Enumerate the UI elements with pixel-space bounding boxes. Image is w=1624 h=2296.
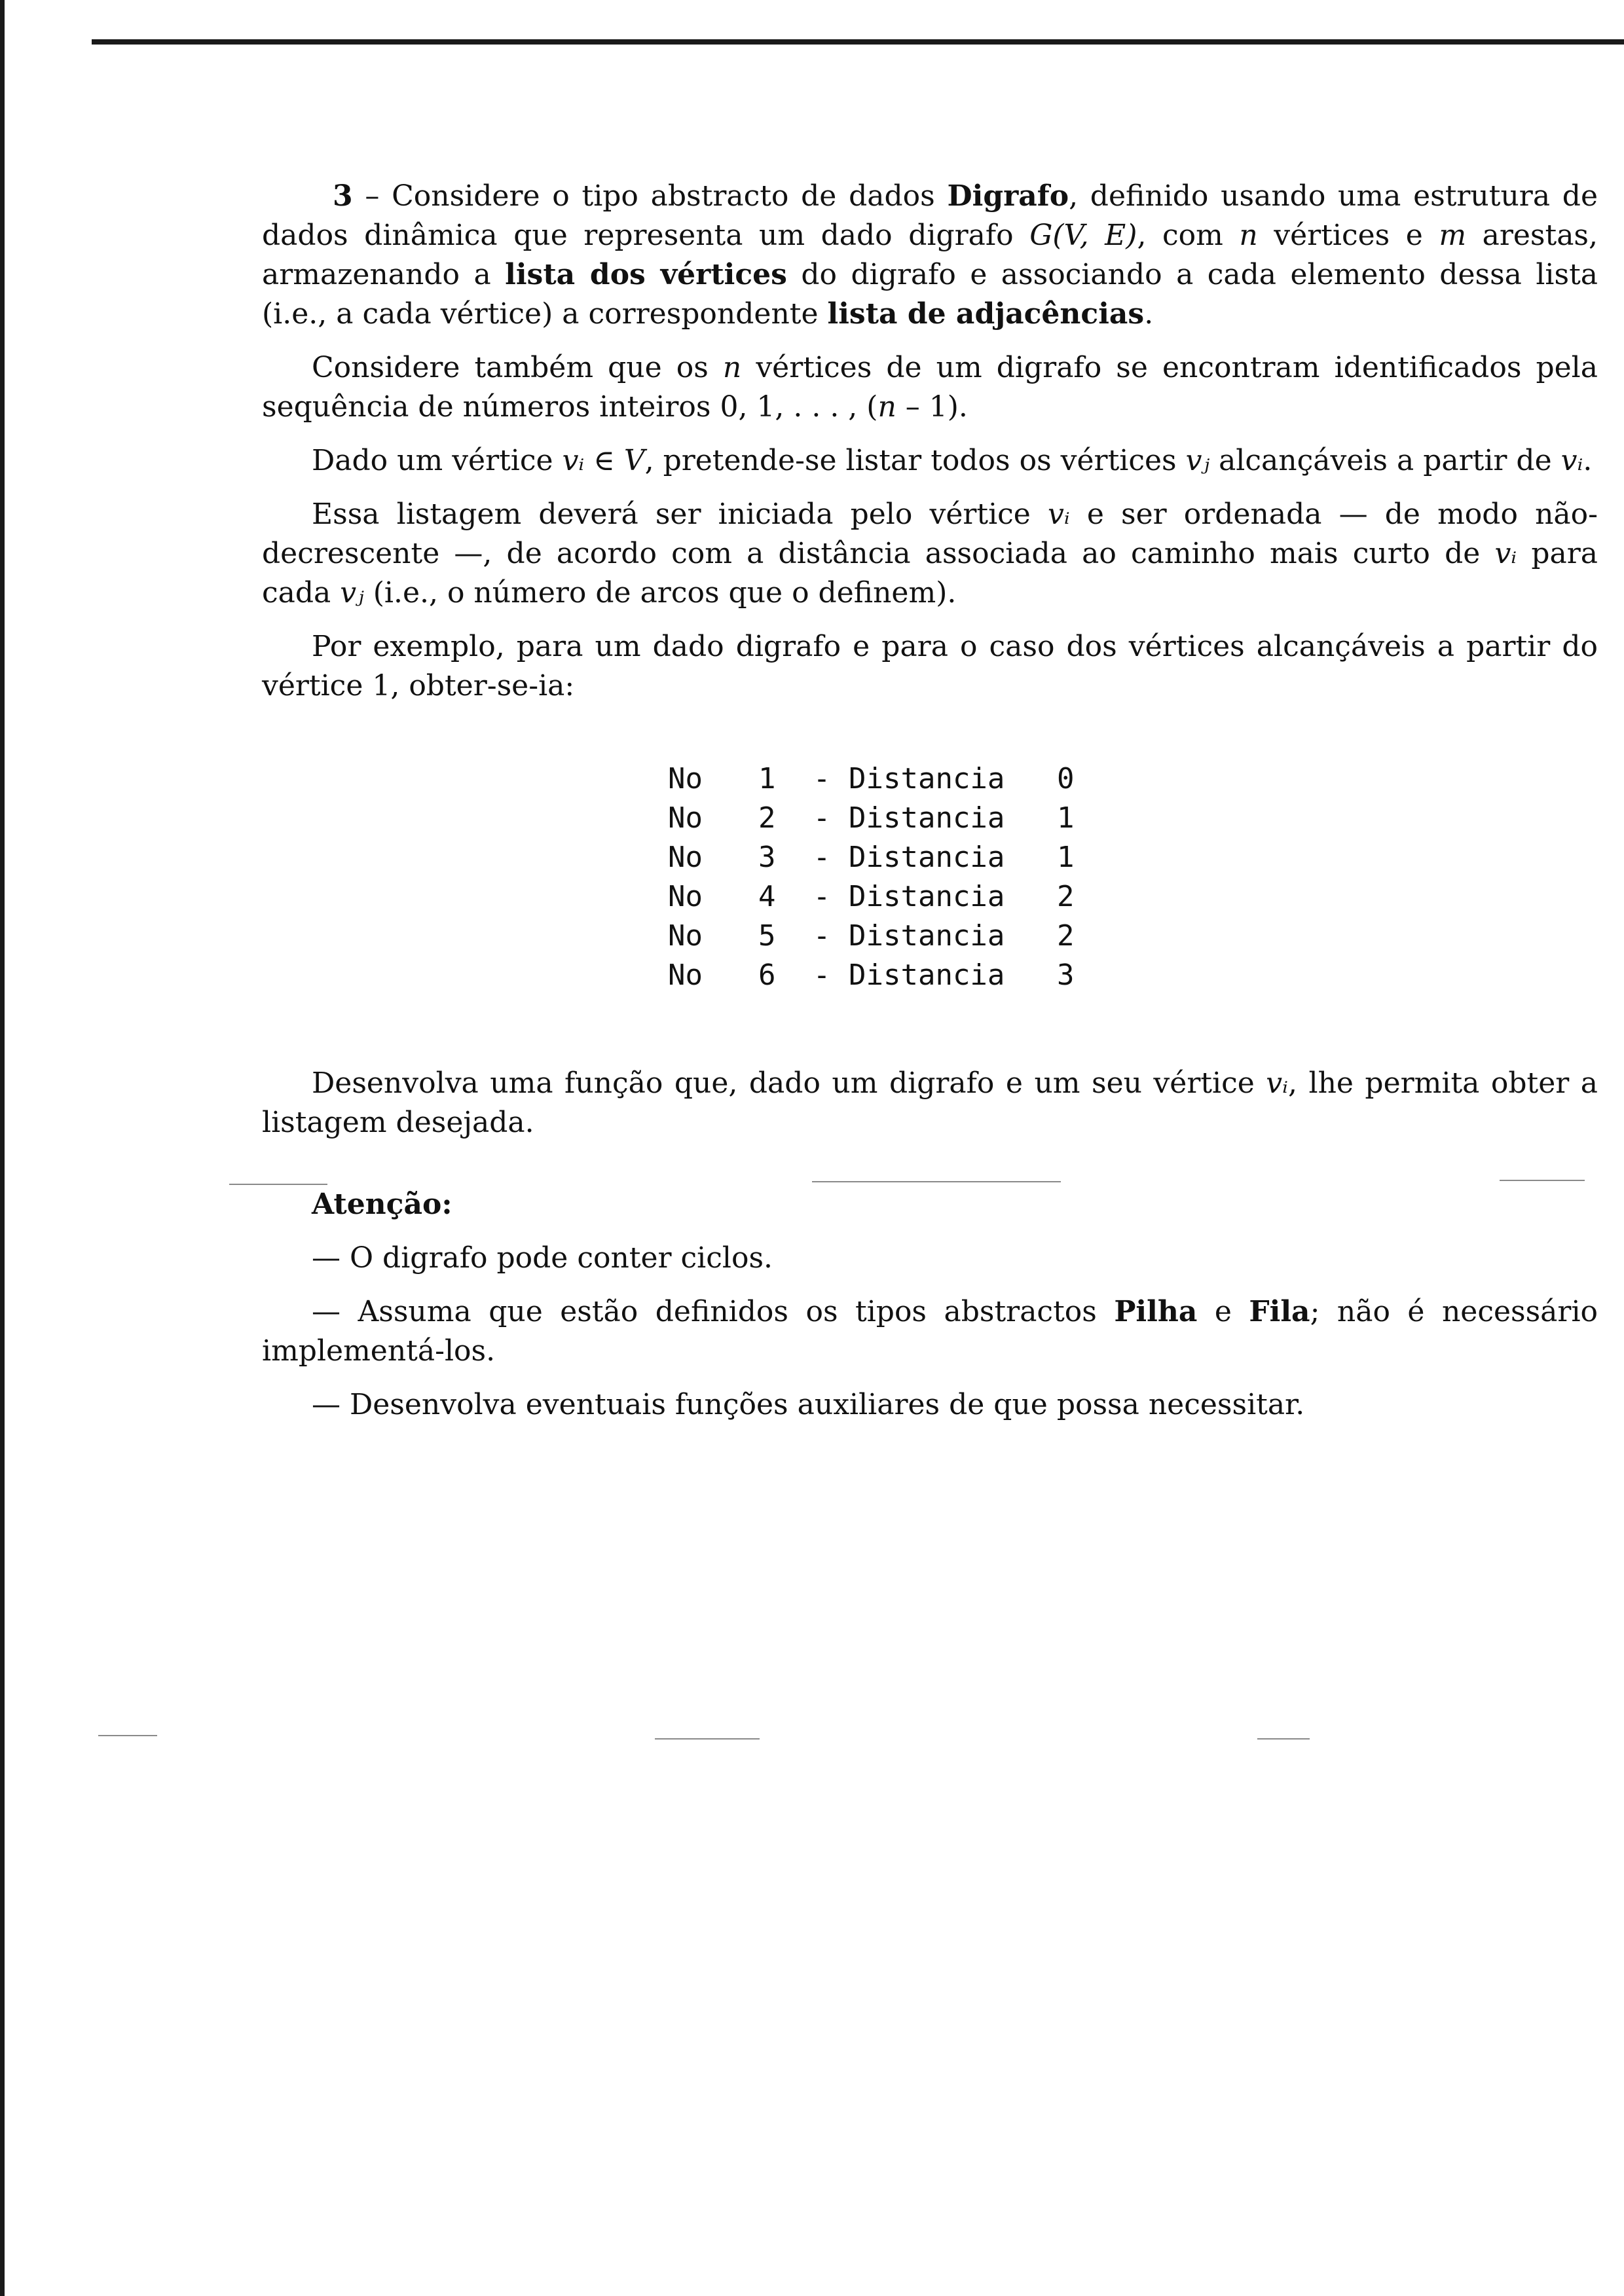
- listing-row: No 5 - Distancia 2: [668, 919, 1075, 953]
- problem-number: 3: [333, 179, 353, 213]
- left-scan-border: [0, 0, 5, 2296]
- problem-statement: [262, 177, 1598, 720]
- listing-row: No 1 - Distancia 0: [668, 762, 1075, 795]
- scan-artifact: [1500, 1180, 1585, 1181]
- listing-row: No 3 - Distancia 1: [668, 841, 1075, 874]
- listing-row: No 6 - Distancia 3: [668, 958, 1075, 992]
- paragraph-1: 3 – Considere o tipo abstracto de dados Digrafo, definido usando uma estrutura de dados dinâmica que representa um dado digrafo G(V, E), com n vértices e m arestas, armazenando a lista dos vértices do digrafo e associando a cada elemento dessa lista (i.e., a cada vértice) a correspondente lista de adjacências.: [262, 179, 1598, 331]
- top-rule: [92, 39, 1624, 45]
- attention-title: Atenção:: [312, 1188, 452, 1221]
- term-lista-adjacencias: lista de adjacências: [827, 297, 1145, 331]
- scan-artifact: [1257, 1738, 1310, 1740]
- attention-item-3: — Desenvolva eventuais funções auxiliares de que possa necessitar.: [312, 1388, 1305, 1421]
- listing-row: No 4 - Distancia 2: [668, 880, 1075, 913]
- paragraph-6: Desenvolva uma função que, dado um digrafo e um seu vértice vᵢ, lhe permita obter a listagem desejada.: [262, 1066, 1598, 1139]
- scan-artifact: [812, 1181, 1061, 1182]
- scan-artifact: [98, 1735, 157, 1736]
- paragraph-3: Dado um vértice vᵢ ∈ V, pretende-se listar todos os vértices vⱼ alcançáveis a partir de vᵢ.: [312, 444, 1593, 477]
- term-lista-vertices: lista dos vértices: [505, 258, 787, 291]
- term-fila: Fila: [1249, 1295, 1310, 1328]
- paragraph-5: Por exemplo, para um dado digrafo e para o caso dos vértices alcançáveis a partir do vértice 1, obter-se-ia:: [262, 630, 1598, 702]
- attention-section: [262, 1185, 1598, 1439]
- attention-item-1: — O digrafo pode conter ciclos.: [312, 1241, 773, 1275]
- term-pilha: Pilha: [1114, 1295, 1198, 1328]
- scan-artifact: [655, 1738, 760, 1740]
- example-listing: [668, 759, 1096, 995]
- listing-row: No 2 - Distancia 1: [668, 801, 1075, 835]
- term-digrafo: Digrafo: [947, 179, 1069, 213]
- paragraph-4: Essa listagem deverá ser iniciada pelo vértice vᵢ e ser ordenada — de modo não-decrescente —, de acordo com a distância associada ao caminho mais curto de vᵢ para cada vⱼ (i.e., o número de arcos que o definem).: [262, 498, 1598, 610]
- task-statement: [262, 1064, 1598, 1157]
- paragraph-2: Considere também que os n vértices de um digrafo se encontram identificados pela sequência de números inteiros 0, 1, . . . , (n – 1).: [262, 351, 1598, 424]
- attention-item-2: — Assuma que estão definidos os tipos abstractos Pilha e Fila; não é necessário implementá-los.: [262, 1295, 1598, 1368]
- graph-notation: G(V, E): [1029, 219, 1137, 252]
